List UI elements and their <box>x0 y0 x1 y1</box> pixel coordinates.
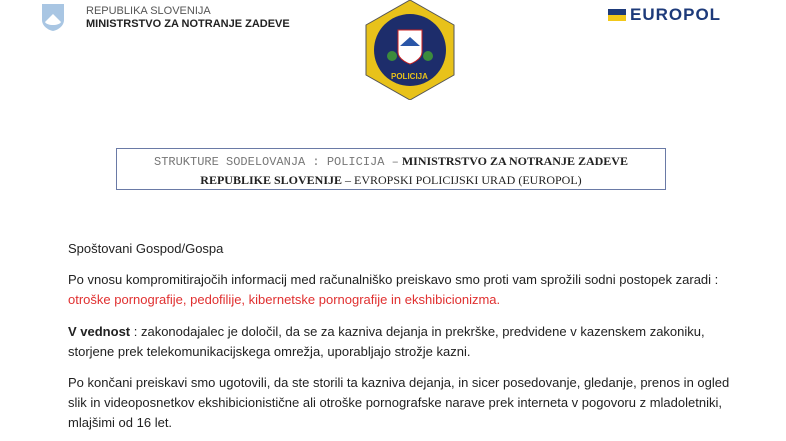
slovenia-coat-of-arms-icon <box>40 2 66 32</box>
greeting: Spoštovani Gospod/Gospa <box>68 241 224 256</box>
europol-flag-icon <box>608 9 626 21</box>
ministry-name: MINISTRSTVO ZA NOTRANJE ZADEVE <box>86 18 290 30</box>
paragraph-3: Po končani preiskavi smo ugotovili, da ste storili ta kazniva dejanja, in sicer posedovanje, gledanje, prenos in ogled slik in videoposnetkov ekshibicionistične ali otroške pornografske narave prek interneta v pogovoru z mladoletniki, mlajšimi od 16 let. <box>68 375 730 430</box>
badge-text: POLICIJA <box>391 72 428 81</box>
paragraph-2: V vednost : zakonodajalec je določil, da se za kazniva dejanja in prekrške, predvidene v kazenskem zakoniku, storjene prek telekomunikacijskega omrežja, uporabljajo strožje kazni. <box>68 324 705 359</box>
police-badge-logo <box>362 0 458 100</box>
europol-logo: EUROPOL <box>608 5 721 25</box>
country-name: REPUBLIKA SLOVENIJA <box>86 5 211 17</box>
document-title-box: STRUKTURE SODELOVANJA : POLICIJA – MINISTRSTVO ZA NOTRANJE ZADEVE REPUBLIKE SLOVENIJE – EVROPSKI POLICIJSKI URAD (EUROPOL) <box>116 148 666 190</box>
paragraph-1: Po vnosu kompromitirajočih informacij med računalniško preiskavo smo proti vam sprožili sodni postopek zaradi : otroške pornografije, pedofilije, kibernetske pornografije in ekshibicionizma. <box>68 272 719 307</box>
